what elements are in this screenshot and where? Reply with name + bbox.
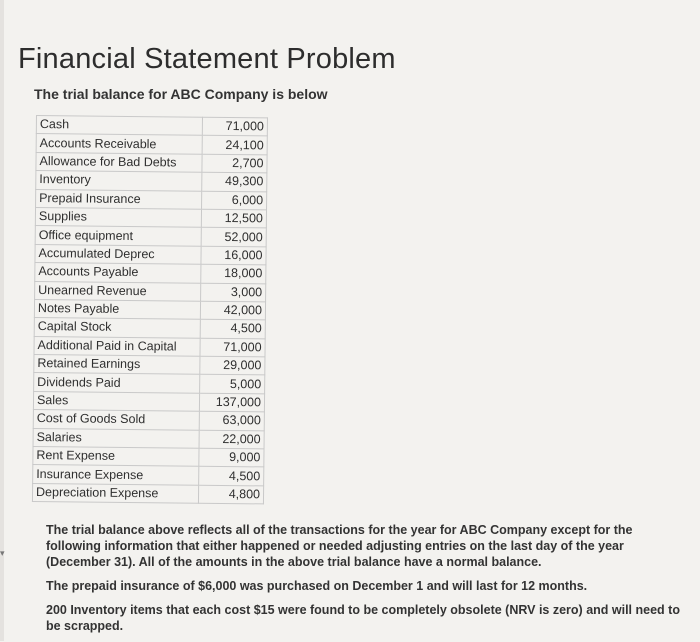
table-row: [33, 391, 264, 412]
notes-section: [46, 522, 686, 642]
page-left-edge: [0, 0, 4, 641]
table-row: [32, 483, 263, 504]
account-amount-cell: 18,000: [201, 264, 266, 283]
note-paragraph-1: The trial balance above reflects all of the transactions for the year for ABC Company except for the following information that either happened or needed adjusting entries on the last day of the year (December 31). All of the amounts in the above trial balance have a normal balance.: [46, 523, 633, 569]
account-name-cell: Prepaid Insurance: [36, 189, 203, 209]
account-name-cell: Capital Stock: [34, 318, 201, 338]
account-amount-cell: 137,000: [200, 393, 265, 412]
table-row: [33, 410, 264, 431]
account-amount-cell: 52,000: [202, 228, 267, 247]
table-row: [35, 244, 266, 265]
account-amount-cell: 71,000: [200, 338, 265, 357]
account-name-cell: Cost of Goods Sold: [33, 410, 200, 430]
table-row: [36, 189, 267, 210]
page-title: Financial Statement Problem: [18, 43, 396, 76]
account-amount-cell: 16,000: [201, 246, 266, 265]
account-name-cell: Accounts Payable: [35, 263, 202, 283]
account-name-cell: Inventory: [36, 171, 203, 191]
account-name-cell: Allowance for Bad Debts: [36, 152, 203, 172]
table-row: [35, 281, 266, 302]
account-name-cell: Cash: [36, 116, 203, 136]
table-row: [33, 428, 264, 449]
account-amount-cell: 2,700: [202, 154, 267, 173]
trial-balance-table: [32, 115, 268, 505]
account-name-cell: Accumulated Deprec: [35, 244, 202, 264]
account-amount-cell: 12,500: [202, 209, 267, 228]
account-amount-cell: 5,000: [200, 375, 265, 394]
table-row: [34, 318, 265, 339]
account-amount-cell: 9,000: [199, 448, 264, 467]
account-amount-cell: 4,500: [201, 320, 266, 339]
account-name-cell: Insurance Expense: [33, 465, 200, 485]
chevron-down-icon: ▾: [0, 548, 5, 558]
table-row: [36, 152, 267, 173]
account-amount-cell: 3,000: [201, 283, 266, 302]
account-amount-cell: 63,000: [200, 411, 265, 430]
account-amount-cell: 6,000: [202, 191, 267, 210]
table-row: [36, 134, 267, 155]
account-name-cell: Notes Payable: [34, 299, 201, 319]
table-row: [33, 447, 264, 468]
account-name-cell: Depreciation Expense: [32, 483, 199, 503]
table-row: [35, 263, 266, 284]
account-name-cell: Office equipment: [35, 226, 202, 246]
account-name-cell: Rent Expense: [33, 447, 200, 467]
table-row: [34, 373, 265, 394]
account-amount-cell: 42,000: [201, 301, 266, 320]
account-name-cell: Salaries: [33, 428, 200, 448]
table-row: [34, 355, 265, 376]
account-name-cell: Additional Paid in Capital: [34, 336, 201, 356]
account-amount-cell: 71,000: [203, 117, 268, 136]
account-name-cell: Unearned Revenue: [35, 281, 202, 301]
note-paragraph-2: The prepaid insurance of $6,000 was purchased on December 1 and will last for 12 months.: [46, 579, 588, 593]
account-amount-cell: 49,300: [202, 172, 267, 191]
account-name-cell: Supplies: [35, 207, 202, 227]
account-name-cell: Sales: [33, 391, 200, 411]
table-row: [35, 207, 266, 228]
note-paragraph-3: 200 Inventory items that each cost $15 were found to be completely obsolete (NRV is zero) and will need to be scrapped.: [46, 603, 680, 633]
table-row: [34, 299, 265, 320]
table-row: [36, 116, 267, 137]
account-amount-cell: 29,000: [200, 356, 265, 375]
table-row: [35, 226, 266, 247]
table-row: [36, 171, 267, 192]
table-row: [34, 336, 265, 357]
account-name-cell: Accounts Receivable: [36, 134, 203, 154]
intro-text: The trial balance for ABC Company is below: [34, 86, 328, 102]
account-name-cell: Dividends Paid: [34, 373, 201, 393]
account-amount-cell: 22,000: [199, 430, 264, 449]
table-row: [33, 465, 264, 486]
account-amount-cell: 4,500: [199, 467, 264, 486]
account-amount-cell: 24,100: [202, 136, 267, 155]
account-name-cell: Retained Earnings: [34, 355, 201, 375]
account-amount-cell: 4,800: [199, 485, 264, 504]
